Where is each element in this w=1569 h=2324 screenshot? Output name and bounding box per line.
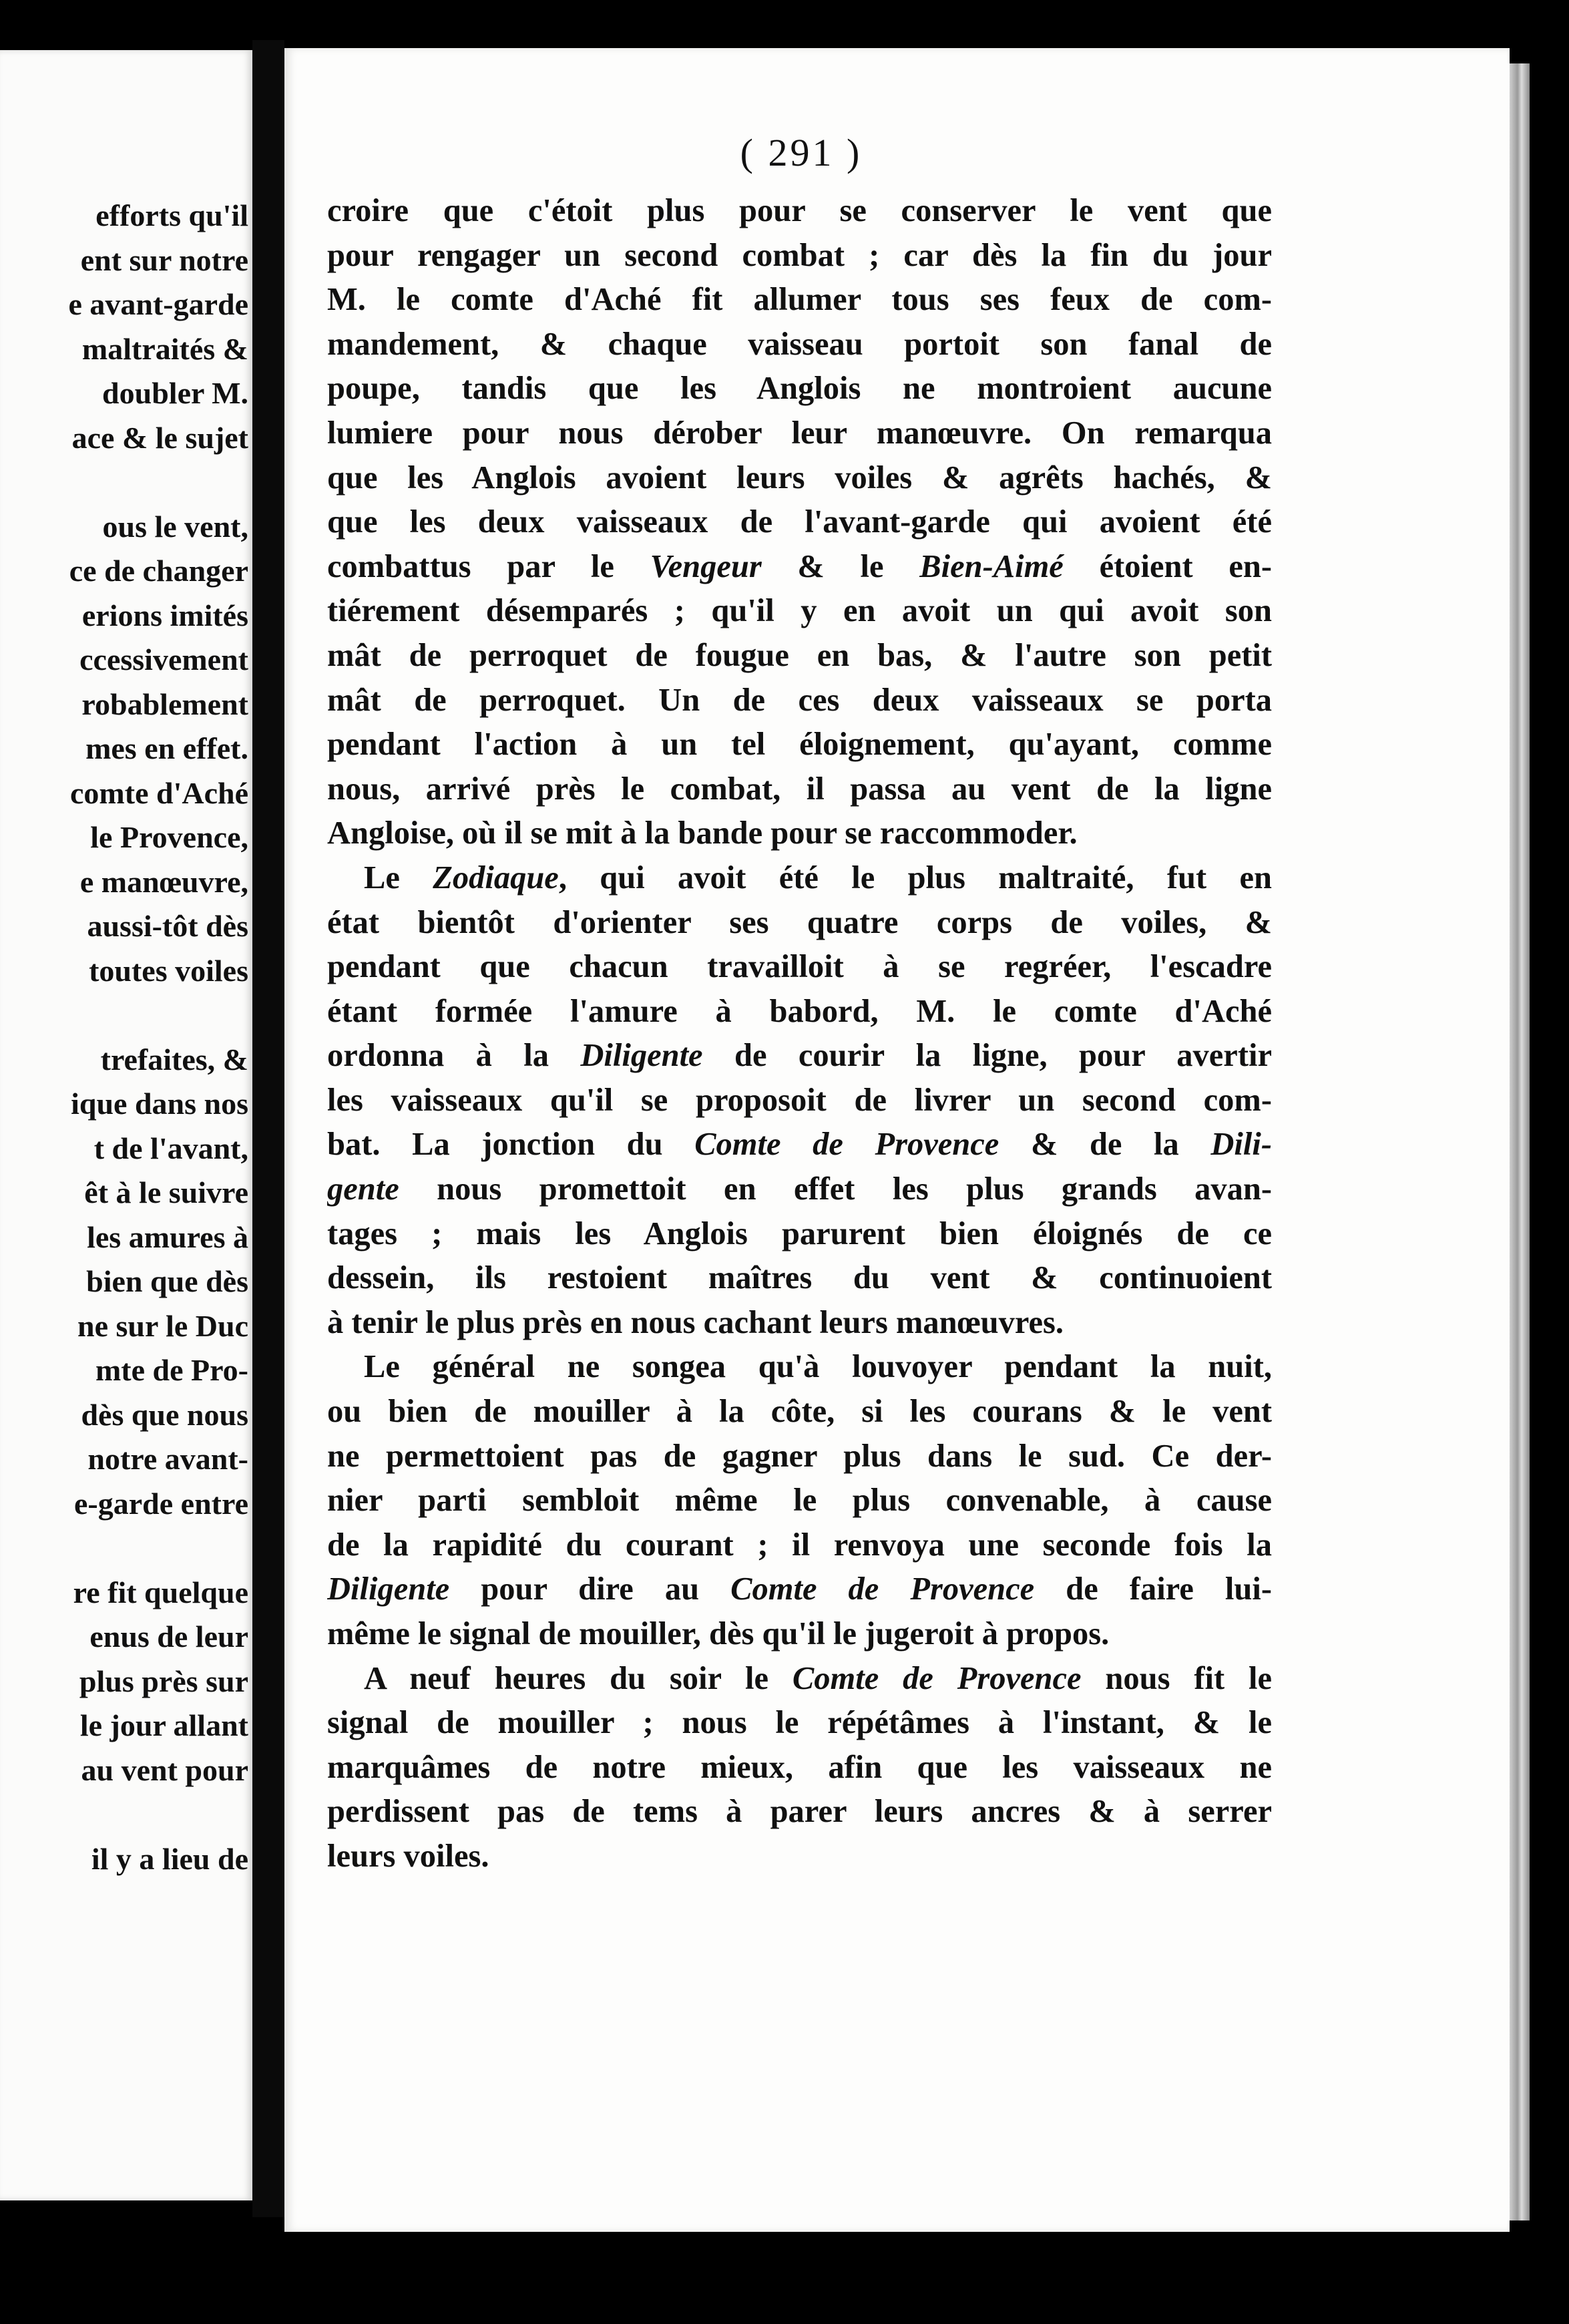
text-line: nier parti sembloit même le plus convenable, à cause	[327, 1483, 1272, 1519]
left-text-line: ous le vent,	[102, 509, 248, 544]
left-text-line: mte de Pro-	[95, 1353, 248, 1387]
left-text-line: ccessivement	[79, 642, 248, 676]
text-line: bat. La jonction du Comte de Provence & de la Dili-	[327, 1127, 1272, 1163]
left-text-line	[0, 460, 248, 505]
left-page	[0, 50, 252, 2200]
text-line: pendant que chacun travailloit à se regréer, l'escadre	[327, 949, 1272, 985]
text-line: les vaisseaux qu'il se proposoit de livrer un second com-	[327, 1082, 1272, 1118]
text-line: dessein, ils restoient maîtres du vent & continuoient	[327, 1260, 1272, 1296]
text-line: ou bien de mouiller à la côte, si les courans & le vent	[327, 1394, 1272, 1430]
left-page-text	[0, 194, 248, 1881]
text-line: que les deux vaisseaux de l'avant-garde qui avoient été	[327, 504, 1272, 540]
left-text-line: e avant-garde	[68, 287, 248, 321]
text-line: état bientôt d'orienter ses quatre corps de voiles, &	[327, 904, 1272, 940]
text-line: signal de mouiller ; nous le répétâmes à l'instant, & le	[327, 1705, 1272, 1741]
text-line: A neuf heures du soir le Comte de Provence nous fit le	[364, 1660, 1272, 1696]
left-text-line: robablement	[81, 687, 248, 721]
text-line: pendant l'action à un tel éloignement, qu'ayant, comme	[327, 727, 1272, 763]
text-line: mât de perroquet de fougue en bas, & l'autre son petit	[327, 637, 1272, 673]
body-text	[327, 189, 1272, 1879]
text-line: étant formée l'amure à babord, M. le comte d'Aché	[327, 993, 1272, 1029]
text-line: leurs voiles.	[327, 1838, 489, 1874]
left-text-line: il y a lieu de	[91, 1841, 248, 1876]
left-text-line	[0, 993, 248, 1038]
left-text-line: t de l'avant,	[93, 1131, 248, 1165]
text-line: mât de perroquet. Un de ces deux vaisseaux se porta	[327, 682, 1272, 718]
text-line: perdissent pas de tems à parer leurs ancres & à serrer	[327, 1794, 1272, 1830]
left-text-line: êt à le suivre	[84, 1175, 248, 1209]
left-text-line: le jour allant	[79, 1708, 248, 1742]
left-text-line: ace & le sujet	[71, 420, 248, 455]
left-text-line: doubler M.	[102, 376, 248, 410]
left-text-line: dès que nous	[81, 1397, 248, 1432]
left-text-line: au vent pour	[81, 1752, 248, 1787]
text-line: ordonna à la Diligente de courir la ligne, pour avertir	[327, 1038, 1272, 1074]
left-text-line: enus de leur	[89, 1619, 248, 1654]
text-line: pour rengager un second combat ; car dès la fin du jour	[327, 237, 1272, 273]
left-text-line: ent sur notre	[80, 242, 248, 277]
left-text-line: erions imités	[81, 598, 248, 632]
left-text-line: toutes voiles	[89, 953, 248, 988]
text-line: marquâmes de notre mieux, afin que les vaisseaux ne	[327, 1749, 1272, 1785]
left-text-line: comte d'Aché	[70, 775, 248, 810]
text-line: gente nous promettoit en effet les plus grands avan-	[327, 1171, 1272, 1207]
text-line: M. le comte d'Aché fit allumer tous ses feux de com-	[327, 282, 1272, 318]
text-line: même le signal de mouiller, dès qu'il le jugeroit à propos.	[327, 1616, 1110, 1652]
left-text-line: trefaites, &	[100, 1042, 248, 1077]
text-line: que les Anglois avoient leurs voiles & agrêts hachés, &	[327, 459, 1272, 496]
left-text-line	[0, 1526, 248, 1571]
text-line: à tenir le plus près en nous cachant leurs manœuvres.	[327, 1304, 1064, 1340]
left-text-line	[0, 1792, 248, 1837]
text-line: mandement, & chaque vaisseau portoit son fanal de	[327, 326, 1272, 362]
left-text-line: aussi-tôt dès	[87, 909, 248, 943]
text-line: croire que c'étoit plus pour se conserver le vent que	[327, 193, 1272, 228]
left-text-line: plus près sur	[79, 1664, 248, 1698]
left-text-line: les amures à	[87, 1219, 248, 1254]
left-text-line: ique dans nos	[71, 1087, 248, 1121]
left-text-line: maltraités &	[81, 331, 248, 366]
text-line: poupe, tandis que les Anglois ne montroient aucune	[327, 371, 1272, 407]
text-line: nous, arrivé près le combat, il passa au vent de la ligne	[327, 771, 1272, 807]
left-text-line: re fit quelque	[73, 1575, 248, 1609]
left-text-line: bien que dès	[86, 1264, 248, 1298]
left-text-line: notre avant-	[87, 1442, 248, 1476]
text-line: Le Zodiaque, qui avoit été le plus maltraité, fut en	[364, 859, 1272, 896]
text-line: lumiere pour nous dérober leur manœuvre. On remarqua	[327, 415, 1272, 451]
left-text-line: efforts qu'il	[95, 198, 248, 232]
book-gutter	[252, 40, 284, 2217]
text-line: tiérement désemparés ; qu'il y en avoit un qui avoit son	[327, 593, 1272, 629]
left-text-line: mes en effet.	[85, 731, 248, 765]
text-line: ne permettoient pas de gagner plus dans le sud. Ce der-	[327, 1438, 1272, 1474]
text-line: de la rapidité du courant ; il renvoya une seconde fois la	[327, 1527, 1272, 1563]
left-text-line: e manœuvre,	[79, 864, 248, 899]
text-line: Le général ne songea qu'à louvoyer pendant la nuit,	[364, 1349, 1272, 1385]
text-line: Angloise, où il se mit à la bande pour se raccommoder.	[327, 815, 1078, 851]
left-text-line: ne sur le Duc	[77, 1308, 248, 1343]
page-edge	[1510, 63, 1530, 2220]
left-text-line: e-garde entre	[74, 1486, 248, 1521]
page-number: ( 291 )	[740, 131, 863, 174]
left-text-line: ce de changer	[69, 554, 248, 588]
text-line: Diligente pour dire au Comte de Provence de faire lui-	[327, 1571, 1272, 1607]
left-text-line: le Provence,	[90, 820, 248, 854]
text-line: combattus par le Vengeur & le Bien-Aimé étoient en-	[327, 548, 1272, 584]
text-line: tages ; mais les Anglois parurent bien éloignés de ce	[327, 1215, 1272, 1251]
